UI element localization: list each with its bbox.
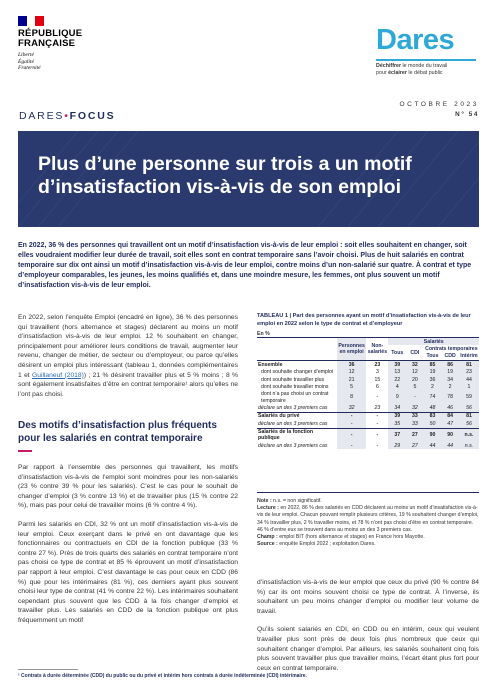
table-cell: 85 [424, 361, 442, 369]
table-cell: 32 [406, 404, 424, 412]
table-cell: 39 [388, 412, 406, 420]
table-bottom-rule [257, 492, 479, 493]
table-cell: 4 [388, 383, 406, 390]
note-label: Note : [257, 498, 272, 504]
table-cell: 32 [406, 361, 424, 369]
dares-logo-rule [376, 59, 476, 61]
col-header-cdi: CDI [410, 349, 420, 356]
lecture-label: Lecture : [257, 505, 279, 512]
page-title: Plus d’une personne sur trois a un motif d’insatisfaction vis-à-vis de son emploi [38, 153, 412, 198]
data-table [257, 338, 479, 449]
footnote-rule [18, 669, 78, 670]
table-cell: 48 [424, 404, 442, 412]
republic-motto [18, 52, 98, 72]
table-cell: 22 [388, 376, 406, 383]
table-cell: 36 [337, 361, 367, 369]
row-label: déclare un des 3 premiers cas [258, 404, 328, 411]
table-row [257, 391, 479, 405]
tricolor-flag-icon [18, 16, 44, 26]
issue-date: OCTOBRE 2023 [399, 101, 479, 108]
col-header-personnes: Personnes en emploi [337, 338, 367, 361]
table-cell: 23 [366, 361, 388, 369]
table-cell: 78 [441, 391, 459, 405]
col-header-contrats-temporaires: Contrats temporaires [425, 345, 478, 352]
champ-label: Champ : [257, 534, 278, 541]
table-cell: 83 [424, 412, 442, 420]
table-cell: 12 [337, 369, 367, 376]
col-header-tous-temp: Tous [424, 353, 442, 361]
table-cell: 15 [374, 376, 381, 383]
note-text: n.s. = non significatif. [271, 498, 322, 504]
table-cell: 37 [388, 428, 406, 442]
table-cell: 44 [424, 442, 442, 449]
col-header-cdd: CDD [441, 353, 459, 361]
table-cell: 29 [388, 442, 406, 449]
table-row [257, 376, 479, 383]
col-header-tous: Tous [391, 349, 404, 356]
table-cell: 5 [337, 383, 367, 390]
row-label: dont souhaite travailler moins [261, 383, 329, 390]
lecture-text: en 2022, 86 % des salariés en CDD déclarent au moins un motif d’insatisfaction vis-à-vis de leur emploi. Chacun pouvant remplir plusieurs critères, 19 % souhaitent changer d’emploi, 34 % travailler plus, 2 % travailler moins, et 78 % n’ont pas choisi d’être en contrat temporaire. 46 % d’entre eux se trouvent dans au moins un des 3 premiers cas. [257, 505, 479, 533]
row-label: Salariés du privé [257, 412, 337, 420]
table-cell: - [406, 391, 424, 405]
title-banner [18, 131, 479, 227]
table-row [257, 420, 479, 428]
table-cell: 56 [459, 420, 479, 428]
table-cell: 33 [406, 412, 424, 420]
series-right: FOCUS [69, 110, 116, 122]
table-cell: - [376, 442, 379, 449]
table-cell: 84 [441, 412, 459, 420]
republic-title-line-2: FRANÇAISE [18, 38, 76, 49]
note-line [257, 498, 479, 505]
table-cell: - [337, 420, 367, 428]
table-cell: 90 [424, 428, 442, 442]
table-cell: - [337, 428, 367, 442]
table-cell: 32 [337, 404, 367, 412]
row-label: dont souhaite travailler plus [261, 376, 325, 383]
dares-tagline-line-2 [376, 70, 482, 77]
table-cell: - [376, 394, 379, 401]
table-cell: n.s. [459, 442, 479, 449]
row-label: dont n’a pas choisi un contrat temporaire [261, 391, 329, 404]
republic-title [18, 29, 98, 49]
tagline-rest-2: le débat public [406, 70, 443, 76]
dares-wordmark: Dares [376, 24, 455, 56]
section-paragraph-2: Parmi les salariés en CDI, 32 % ont un motif d’insatisfaction vis-à-vis de leur emploi. Ceux exerçant dans le privé en ont davantage que les fonctionnaires ou contractuels en CDI de la fonction publique (33 % contre 27 %). Près de trois quarts des salariés en contrat temporaire n’ont pas choisi ce type de contrat et 85 % éprouvent un motif d’insatisfaction par rapport à leur emploi. C’est davantage le cas pour ceux en CDD (86 %) que pour les intérimaires (81 %), ces derniers ayant plus souvent choisi leur type de contrat (41 % contre 22 %). Les intérimaires souhaitent cependant plus souvent que les CDD à la fois changer d’emploi et travailler plus. Les salariés en CDD de la fonction publique ont plus fréquemment un motif [18, 520, 238, 624]
table-unit: En % [257, 331, 270, 337]
table-cell: - [337, 412, 367, 420]
section-accent-rule [18, 450, 32, 452]
table-cell: 59 [459, 391, 479, 405]
table-cell: 44 [459, 376, 479, 383]
table-cell: n.s. [459, 428, 479, 442]
col-header-non-salaries: Non-salariés [367, 342, 388, 356]
table-cell: 3 [375, 369, 379, 376]
table-row [257, 404, 479, 412]
intro-text [18, 313, 238, 408]
motto-fraternite: Fraternité [18, 65, 41, 71]
table-cell: 81 [459, 361, 479, 369]
table-row [257, 361, 479, 369]
source-text: enquête Emploi 2022 ; exploitation Dares. [277, 541, 376, 548]
tagline-rest-1: le monde du travail [401, 63, 448, 69]
table-cell: 33 [406, 420, 424, 428]
table-row [257, 428, 479, 442]
table-row [257, 442, 479, 449]
table-cell: 12 [406, 369, 424, 376]
table-cell: 74 [424, 391, 442, 405]
table-cell: 44 [441, 442, 459, 449]
table-body [257, 361, 479, 450]
table-cell: 46 [441, 404, 459, 412]
motto-egalite: Égalité [18, 58, 34, 65]
flag-red-band [35, 16, 44, 26]
series-brand [19, 110, 115, 122]
table-corner [257, 338, 337, 361]
champ-text: emploi BIT (hors alternance et stages) en France hors Mayotte. [277, 534, 425, 541]
tagline-emphasis-1: Déchiffrer [376, 63, 402, 69]
table-notes [257, 498, 479, 548]
table-cell: 2 [424, 383, 442, 390]
table-cell: 35 [388, 420, 406, 428]
table-cell: 1 [459, 383, 479, 390]
flag-white-band [27, 16, 36, 26]
table-cell: 56 [459, 404, 479, 412]
lecture-line [257, 505, 479, 534]
table-row [257, 369, 479, 376]
flag-blue-band [18, 16, 27, 26]
col-header-salaries: Salariés [388, 338, 479, 345]
champ-line [257, 534, 479, 541]
intro-paragraph [18, 313, 238, 399]
table-cell: 81 [459, 412, 479, 420]
table-cell: 20 [406, 376, 424, 383]
tagline-pre-2: pour [376, 70, 389, 76]
table-cell: 36 [424, 376, 442, 383]
table-cell: 27 [406, 442, 424, 449]
right-column-text [257, 578, 479, 682]
row-label: dont souhaite changer d’emploi [261, 369, 334, 376]
table-cell: 13 [388, 369, 406, 376]
table-cell: 19 [424, 369, 442, 376]
dares-tagline [376, 63, 482, 77]
table-cell: 34 [388, 404, 406, 412]
table-cell: - [366, 428, 388, 442]
table-row [257, 383, 479, 390]
right-paragraph-1: d’insatisfaction vis-à-vis de leur emploi que ceux du privé (90 % contre 84 %) car ils ont moins souvent choisi ce type de contrat. À l’inverse, ils souhaitent un peu moins changer d’emploi ou modifier leur volume de travail. [257, 579, 479, 615]
section-body [18, 463, 238, 635]
table-cell: 23 [374, 404, 381, 411]
table-cell: 23 [459, 369, 479, 376]
lead-paragraph: En 2022, 36 % des personnes qui travaillent ont un motif d’insatisfaction vis-à-vis de leur emploi : soit elles souhaitent en changer, soit elles voudraient modifier leur durée de travail, soit elles sont en contrat temporaire sans l’avoir choisi. Plus de huit salariés en contrat temporaire sur dix ont ainsi un motif d’insatisfaction vis-à-vis de leur emploi, contre moins d’un non-salarié sur quatre. À contrat et type d’employeur comparables, les jeunes, les moins qualifiés et, dans une moindre mesure, les femmes, ont plus souvent un motif d’insatisfaction vis-à-vis de leur emploi. [18, 242, 472, 289]
table-cell: 39 [388, 361, 406, 369]
motto-liberte: Liberté [18, 52, 34, 58]
republique-francaise-logo [18, 16, 98, 72]
intro-after-link: ) ; 21 % désirent travailler plus et 5 % moins ; 8 % sont également insatisfaites d’être en contrat temporaire¹ alors qu’elles ne l’ont pas choisi. [18, 371, 238, 398]
table-cell: 86 [441, 361, 459, 369]
table-cell: 50 [424, 420, 442, 428]
table-cell: 9 [388, 391, 406, 405]
table-cell: - [366, 412, 388, 420]
series-left: DARES [19, 110, 65, 122]
row-label: déclare un des 3 premiers cas [258, 442, 328, 449]
guillaneuf-link[interactable]: Guillaneuf (2018) [32, 371, 84, 379]
table-cell: 34 [441, 376, 459, 383]
table-cell: 19 [441, 369, 459, 376]
row-label: déclare un des 3 premiers cas [258, 420, 328, 427]
right-paragraph-2: Qu’ils soient salariés en CDI, en CDD ou en intérim, ceux qui veulent travailler plus sont près de deux fois plus nombreux que ceux qui souhaitent changer d’emploi. Par ailleurs, les salariés souhaitent cinq fois plus souvent travailler plus que travailler moins, l’écart étant plus fort pour ceux en contrat temporaire. [257, 626, 479, 672]
source-line [257, 541, 479, 548]
section-title: Des motifs d’insatisfaction plus fréquents pour les salariés en contrat temporaire [18, 420, 217, 444]
row-label: Salariés de la fonction publique [257, 428, 337, 442]
table-cell: 5 [406, 383, 424, 390]
table-cell: 8 [337, 391, 367, 405]
table-cell: 21 [337, 376, 367, 383]
table-cell: - [376, 420, 379, 427]
table-cell: 27 [406, 428, 424, 442]
row-label: Ensemble [257, 361, 337, 369]
table-cell: 47 [441, 420, 459, 428]
republic-title-line-1: RÉPUBLIQUE [18, 28, 83, 39]
series-dot: • [64, 110, 70, 122]
tagline-emphasis-2: éclairer [388, 70, 407, 76]
table-title: TABLEAU 1 | Part des personnes ayant un motif d’insatisfaction vis-à-vis de leur emploi en 2022 selon le type de contrat et d’employeur [257, 313, 471, 327]
source-label: Source : [257, 541, 278, 548]
footnote: ¹ Contrats à durée déterminée (CDD) du public ou du privé et intérim hors contrats à durée indéterminée (CDI) intérimaire. [18, 673, 307, 679]
table-cell: 90 [441, 428, 459, 442]
table-cell: - [337, 442, 367, 449]
dares-tagline-line-1 [376, 63, 482, 70]
dares-logo[interactable] [376, 24, 482, 77]
table-cell: 2 [441, 383, 459, 390]
table-row [257, 412, 479, 420]
section-paragraph-1: Par rapport à l’ensemble des personnes qui travaillent, les motifs d’insatisfaction vis-à-vis de l’emploi sont moindres pour les non-salariés (23 % contre 39 % pour les salariés). C’est le cas pour le souhait de changer d’emploi (3 % contre 13 %) et de travailler plus (15 % contre 22 %), mais pas pour celui de travailler moins (6 % contre 4 %). [18, 464, 238, 510]
col-header-interim: Intérim [460, 353, 478, 360]
intro-before-link: En 2022, selon l’enquête Emploi (encadré en ligne), 36 % des personnes qui travaillent (hors alternance et stages) déclarent au moins un motif d’insatisfaction vis-à-vis de leur emploi. 12 % souhaitent en changer, principalement pour améliorer leurs conditions de travail, augmenter leur revenu, changer de métier, de secteur ou d’employeur, ou parce qu’elles désirent un emploi plus intéressant (tableau 1, données complémentaires 1 et [18, 314, 238, 379]
issue-number: N° 54 [455, 111, 479, 118]
table-cell: 6 [375, 383, 379, 390]
